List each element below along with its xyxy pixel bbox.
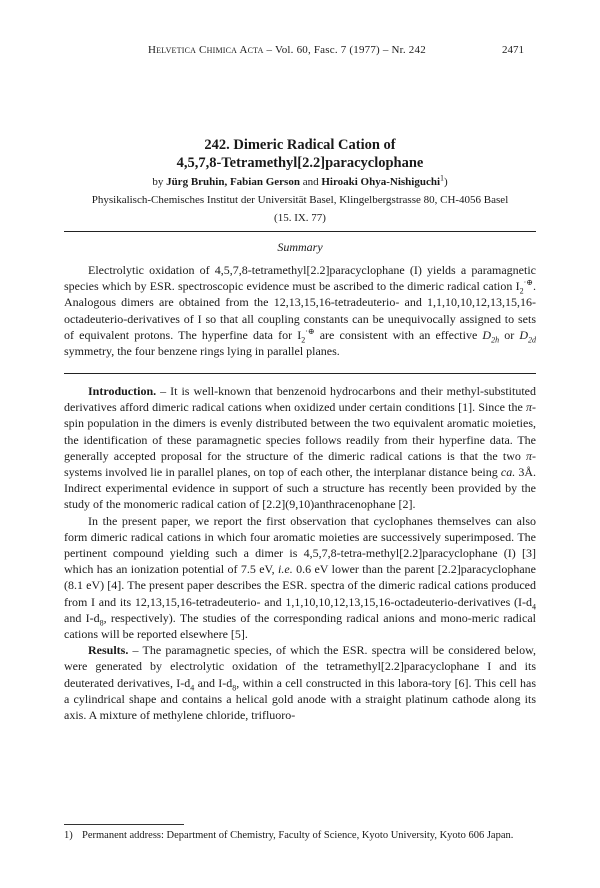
results-heading: Results. [88,643,129,658]
running-head [148,44,426,56]
introduction-paragraph-1: Introduction. – It is well-known that benzenoid hydrocarbons and their methyl-substituted derivatives afford dimeric radical cations when oxidized under certain conditions [1]. Since the π-spin population in the dimers is evenly distributed between the two equivalent aromatic moieties, the identification of these paramagnetic species follows readily from their hyperfine data. The generally accepted proposal for the structure of the dimeric radical cations is that the two π-systems involved lie in parallel planes, on top of each other, the interplanar distance being ca. 3Å. Indirect experimental evidence in support of such a structure has recently been provided by the study of the monomeric radical cation of [2.2](9,10)anthracenophane [2]. [64,384,536,512]
introduction-heading: Introduction. [88,384,157,398]
results-paragraph: Results. – The paramagnetic species, of which the ESR. spectra will be considered below, were generated by electrolytic oxidation of the tetramethyl[2.2]paracyclophane I and its deuterated derivatives, $I-d_4$ and $I-d_8$, within a cell constructed in this labora-tory [6]. This cell has a cylindrical shape and contains a helical gold anode with a straight platinum cathode along its axis. A mixture of methylene chloride, trifluoro- [64,643,536,723]
by-word: by [152,176,164,188]
affiliation: Physikalisch-Chemisches Institut der Universität Basel, Klingelbergstrasse 80, CH-4056 Basel [91,194,509,206]
summary-heading: Summary [277,240,323,254]
author-ohya-nishiguchi: Hiroaki Ohya-Nishiguchi [321,176,441,188]
author-bruhin: Jürg Bruhin, [166,176,228,188]
footnote [64,829,536,843]
title-line-2: 4,5,7,8-Tetramethyl[2.2]paracyclophane [176,155,424,171]
body-text [64,383,536,723]
and-word: and [302,176,319,188]
footnote-rule [64,824,184,825]
author-line: by Jürg Bruhin, Fabian Gerson and Hiroaki Ohya-Nishiguchi$^1$) [152,173,448,188]
summary-paragraph: Electrolytic oxidation of 4,5,7,8-tetramethyl[2.2]paracyclophane (I) yields a paramagnetic species which by ESR. spectroscopic evidence must be ascribed to the dimeric radical cation $I_2^{\cdot\oplus}$. Analogous dimers are obtained from the 12,13,15,16-tetradeuterio- and 1,1,10,10,12,13,15,16-octadeuterio-derivatives of I so that all coupling constants can be unequivocally assigned to sets of equivalent protons. The hyperfine data for $I_2^{\cdot\oplus}$ are consistent with an effective $D_{2h}$ or $D_{2d}$ symmetry, the four benzene rings lying in parallel planes. [64,263,536,359]
summary-text [64,262,536,359]
author-gerson: Fabian Gerson [229,176,300,188]
footnote-text: Permanent address: Department of Chemistry, Faculty of Science, Kyoto University, Kyoto 606 Japan. [82,830,514,841]
footnote-ref-1: 1 [440,173,445,183]
page-number: 2471 [502,44,524,56]
article-title [0,136,600,172]
title-line-1: 242. Dimeric Radical Cation of [204,137,396,153]
received-date: (15. IX. 77) [274,212,326,224]
introduction-paragraph-2: In the present paper, we report the first observation that cyclophanes themselves can also form dimeric radical cations in which four aromatic moieties are successively superimposed. The pertinent compound yielding such a dimer is 4,5,7,8-tetra-methyl[2.2]paracyclophane (I) [3] which has an ionization potential of 7.5 eV, i.e. 0.6 eV lower than the parent [2.2]paracyclophane (8.1 eV) [4]. The present paper describes the ESR. spectra of the dimeric radical cations produced from I and its 12,13,15,16-tetradeuterio- and 1,1,10,10,12,13,15,16-octadeuterio-derivatives ($I-d_4$ and $I-d_8$, respectively). The studies of the corresponding radical anions and mono-meric radical cations will be reported elsewhere [5]. [64,513,536,642]
summary-top-rule [64,231,536,232]
summary-bottom-rule [64,373,536,374]
footnote-mark: 1) [64,830,73,841]
journal-name: Helvetica Chimica Acta [148,44,264,56]
issue-info: – Vol. 60, Fasc. 7 (1977) – Nr. 242 [266,44,426,56]
